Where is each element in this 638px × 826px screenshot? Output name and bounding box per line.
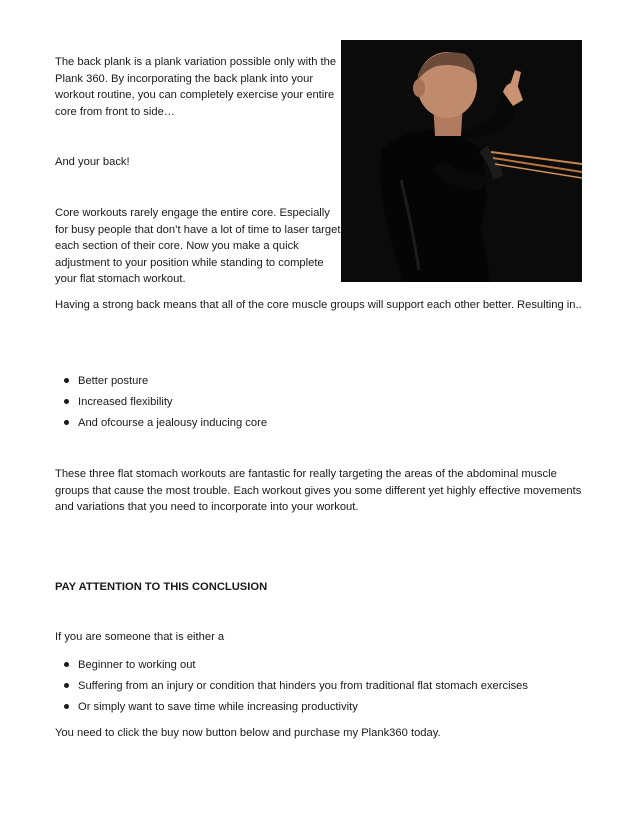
list-item: Beginner to working out	[55, 657, 528, 678]
intro-paragraph-1: The back plank is a plank variation possible only with the Plank 360. By incorporating the back plank into your workout routine, you can completely exercise your entire core from front to side…	[55, 56, 337, 118]
call-to-action-paragraph: You need to click the buy now button below and purchase my Plank360 today.	[55, 727, 441, 739]
intro-paragraph-2: And your back!	[55, 156, 130, 168]
list-item: Better posture	[55, 373, 267, 394]
list-item: Increased flexibility	[55, 394, 267, 415]
audience-list	[55, 657, 528, 720]
bullet-icon	[64, 704, 69, 709]
workouts-paragraph: These three flat stomach workouts are fantastic for really targeting the areas of the abdominal muscle groups that cause the most trouble. Each workout gives you some different yet highly effective movements and variations that you need to incorporate into your workout.	[55, 468, 582, 513]
conclusion-heading: PAY ATTENTION TO THIS CONCLUSION	[55, 581, 268, 593]
benefits-list	[55, 373, 267, 436]
strong-back-paragraph: Having a strong back means that all of the core muscle groups will support each other better. Resulting in..	[55, 299, 582, 311]
intro-paragraph-3: Core workouts rarely engage the entire core. Especially for busy people that don’t have a lot of time to laser target each section of their core. Now you make a quick adjustment to your position while standing to complete your flat stomach workout.	[55, 207, 341, 285]
bullet-icon	[64, 378, 69, 383]
bullet-icon	[64, 399, 69, 404]
list-item: Or simply want to save time while increasing productivity	[55, 699, 528, 720]
list-item: Suffering from an injury or condition that hinders you from traditional flat stomach exercises	[55, 678, 528, 699]
bullet-icon	[64, 420, 69, 425]
audience-intro: If you are someone that is either a	[55, 631, 225, 643]
man-back-plank-photo	[341, 40, 582, 282]
list-item: And ofcourse a jealousy inducing core	[55, 415, 267, 436]
bullet-icon	[64, 683, 69, 688]
bullet-icon	[64, 662, 69, 667]
